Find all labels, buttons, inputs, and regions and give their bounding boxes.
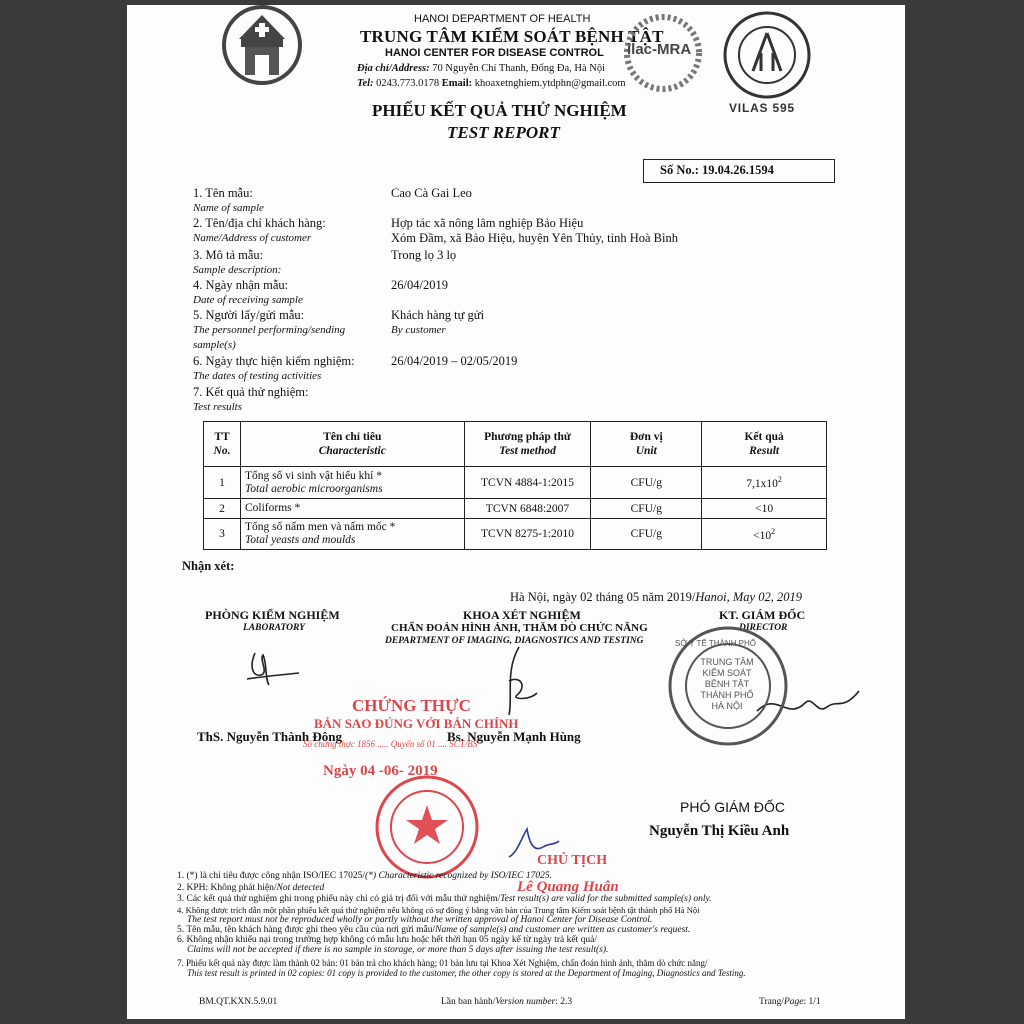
field-3-label: 3. Mô tả mẫu: bbox=[193, 248, 264, 262]
field-1-value: Cao Cà Gai Leo bbox=[391, 186, 472, 200]
footnote-5: 5. Tên mẫu, tên khách hàng được ghi theo yêu cầu của nơi gửi mẫu/Name of sample(s) and customer are written as customer's request. bbox=[177, 925, 691, 935]
row-method: TCVN 4884-1:2015 bbox=[464, 467, 591, 499]
cert-title: CHỨNG THỰC bbox=[352, 696, 471, 715]
field-5-value: Khách hàng tự gửi bbox=[391, 308, 485, 322]
field-5-label: 5. Người lấy/gửi mẫu: bbox=[193, 308, 305, 322]
dept-title: KHOA XÉT NGHIỆM bbox=[463, 608, 581, 622]
field-5-label-en-2: sample(s) bbox=[193, 339, 236, 351]
col-characteristic-header: Tên chỉ tiêu Characteristic bbox=[240, 422, 464, 467]
department-name: HANOI DEPARTMENT OF HEALTH bbox=[414, 13, 591, 25]
footnote-6: 6. Không nhận khiếu nại trong trường hợp không có mẫu lưu hoặc hết thời hạn 05 ngày kể từ ngày trả kết quả/ bbox=[177, 935, 597, 945]
dept-title-2: CHẨN ĐOÁN HÌNH ẢNH, THĂM DÒ CHỨC NĂNG bbox=[391, 622, 648, 634]
row-unit: CFU/g bbox=[591, 499, 702, 519]
lab-title-en: LABORATORY bbox=[243, 623, 305, 633]
vice-director-title: PHÓ GIÁM ĐỐC bbox=[680, 799, 786, 815]
stamp-center-text: TRUNG TÂM KIỂM SOÁT BỆNH TẬT THÀNH PHỐ HÀ NỘI bbox=[700, 657, 754, 711]
row-characteristic: Tổng số vi sinh vật hiếu khí * Total aerobic microorganisms bbox=[240, 467, 464, 499]
lab-signature bbox=[239, 645, 309, 695]
hcdc-logo bbox=[219, 5, 305, 85]
col-method-header: Phương pháp thử Test method bbox=[464, 422, 591, 467]
address-line: Địa chỉ/Address: 70 Nguyễn Chí Thanh, Đống Đa, Hà Nội bbox=[357, 63, 606, 74]
form-code: BM.QT.KXN.5.9.01 bbox=[199, 997, 278, 1007]
version: Lần ban hành/Version number: 2.3 bbox=[441, 997, 573, 1007]
row-no: 1 bbox=[204, 467, 241, 499]
director-title: KT. GIÁM ĐỐC bbox=[719, 608, 806, 622]
results-table bbox=[203, 421, 827, 550]
remarks-label: Nhận xét: bbox=[182, 559, 235, 573]
field-6-label: 6. Ngày thực hiện kiểm nghiệm: bbox=[193, 354, 355, 368]
col-no-header: TT No. bbox=[204, 422, 241, 467]
test-report-page bbox=[127, 5, 905, 1019]
footnote-4: 4. Không được trích dẫn một phần phiếu kết quả thử nghiệm nếu không có sự đồng ý bằng văn bản của Trung tâm Kiểm soát bệnh tật thành phố Hà Nội bbox=[177, 905, 700, 915]
field-2-label-en: Name/Address of customer bbox=[193, 232, 312, 244]
contact-line: Tel: 0243.773.0178 Email: khoaxetnghiem.ytdphn@gmail.com bbox=[357, 78, 626, 89]
dept-signature bbox=[487, 641, 557, 721]
cert-book: Số chứng thực 1856 ..... Quyển số 01 .... SCT/BS bbox=[303, 739, 478, 749]
red-official-seal bbox=[359, 775, 499, 879]
footnote-7-en: This test result is printed in 02 copies: 01 copy is provided to the customer, the other copy is stored at the Department of Imaging, Diagnostics and Testing. bbox=[187, 968, 746, 978]
row-method: TCVN 8275-1:2010 bbox=[464, 519, 591, 550]
table-row bbox=[204, 519, 827, 550]
report-title-vi: PHIẾU KẾT QUẢ THỬ NGHIỆM bbox=[372, 101, 627, 120]
table-row bbox=[204, 467, 827, 499]
field-2-value-2: Xóm Đầm, xã Bảo Hiệu, huyện Yên Thủy, tỉnh Hoà Bình bbox=[391, 231, 678, 245]
field-1-label: 1. Tên mẫu: bbox=[193, 186, 253, 200]
row-method: TCVN 6848:2007 bbox=[464, 499, 591, 519]
field-4-value: 26/04/2019 bbox=[391, 278, 448, 292]
footnote-7: 7. Phiếu kết quả này được làm thành 02 bản: 01 bản trả cho khách hàng; 01 bản lưu tại Khoa Xét Nghiệm, chẩn đoán hình ảnh, thăm dò chức năng/ bbox=[177, 958, 708, 968]
center-name-en: HANOI CENTER FOR DISEASE CONTROL bbox=[385, 47, 604, 59]
field-6-value: 26/04/2019 – 02/05/2019 bbox=[391, 354, 518, 368]
report-title-en: TEST REPORT bbox=[447, 123, 560, 142]
director-person: Nguyễn Thị Kiều Anh bbox=[649, 823, 790, 839]
lab-person: ThS. Nguyễn Thành Đông bbox=[197, 729, 342, 744]
center-name-vi: TRUNG TÂM KIỂM SOÁT BỆNH TẬT bbox=[360, 27, 664, 46]
dept-person: Bs. Nguyễn Mạnh Hùng bbox=[447, 729, 581, 744]
stamp-ring-text: SỞ Y TẾ THÀNH PHỐ bbox=[675, 639, 756, 648]
cert-subtitle: BẢN SAO ĐÚNG VỚI BẢN CHÍNH bbox=[314, 716, 519, 731]
ilac-mra-text: ilac-MRA bbox=[627, 41, 692, 58]
row-characteristic: Tổng số nấm men và nấm mốc * Total yeasts and moulds bbox=[240, 519, 464, 550]
field-3-value: Trong lọ 3 lọ bbox=[391, 248, 457, 262]
col-result-header: Kết quả Result bbox=[702, 422, 827, 467]
row-result: $<10^2$ bbox=[702, 519, 827, 550]
chairman-title: CHỦ TỊCH bbox=[537, 853, 608, 868]
footnote-4-en: The test report must not be reproduced wholly or partly without the written approval of Hanoi Center for Disease Control. bbox=[187, 915, 653, 925]
date-line: Hà Nội, ngày 02 tháng 05 năm 2019/Hanoi, May 02, 2019 bbox=[510, 590, 802, 604]
footnote-6-en: Claims will not be accepted if there is no sample in storage, or more than 5 days after issuing the test result(s). bbox=[187, 945, 609, 955]
field-4-label: 4. Ngày nhận mẫu: bbox=[193, 278, 289, 292]
field-3-label-en: Sample description: bbox=[193, 264, 282, 276]
field-5-label-en: The personnel performing/sending bbox=[193, 324, 346, 336]
page-number: Trang/Page: 1/1 bbox=[759, 997, 821, 1007]
row-result: $7,1x10^2$ bbox=[702, 467, 827, 499]
row-unit: CFU/g bbox=[591, 467, 702, 499]
lab-title: PHÒNG KIỂM NGHIỆM bbox=[205, 608, 340, 622]
director-title-en: DIRECTOR bbox=[739, 623, 788, 633]
footnote-1: 1. (*) là chỉ tiêu được công nhận ISO/IEC 17025/(*) Characteristic recognized by ISO/IEC 17025. bbox=[177, 871, 552, 881]
field-7-label: 7. Kết quả thử nghiệm: bbox=[193, 385, 309, 399]
chairman-name: Lê Quang Huân bbox=[517, 879, 619, 895]
field-2-label: 2. Tên/địa chỉ khách hàng: bbox=[193, 216, 326, 230]
row-result: <10 bbox=[702, 499, 827, 519]
field-1-label-en: Name of sample bbox=[193, 202, 264, 214]
cert-date: Ngày 04 -06- 2019 bbox=[323, 763, 438, 779]
footnote-3: 3. Các kết quả thử nghiệm ghi trong phiếu này chỉ có giá trị đối với mẫu thử nghiệm/Test result(s) are valid for the submitted sample(s) only. bbox=[177, 894, 712, 904]
report-number-box bbox=[643, 159, 835, 183]
field-5-value-en: By customer bbox=[391, 324, 446, 336]
row-no: 2 bbox=[204, 499, 241, 519]
footnote-2: 2. KPH: Không phát hiện/Not detected bbox=[177, 883, 325, 893]
row-unit: CFU/g bbox=[591, 519, 702, 550]
row-no: 3 bbox=[204, 519, 241, 550]
dept-title-en: DEPARTMENT OF IMAGING, DIAGNOSTICS AND TESTING bbox=[385, 636, 644, 646]
col-unit-header: Đơn vị Unit bbox=[591, 422, 702, 467]
field-6-label-en: The dates of testing activities bbox=[193, 370, 322, 382]
table-row bbox=[204, 499, 827, 519]
report-number: 19.04.26.1594 bbox=[702, 163, 774, 177]
field-2-value: Hợp tác xã nông lâm nghiệp Bảo Hiệu bbox=[391, 216, 584, 230]
field-7-label-en: Test results bbox=[193, 401, 243, 413]
accreditation-seal bbox=[721, 9, 813, 101]
field-4-label-en: Date of receiving sample bbox=[193, 294, 303, 306]
vilas-number: VILAS 595 bbox=[729, 101, 795, 115]
row-characteristic: Coliforms * bbox=[240, 499, 464, 519]
table-header-row bbox=[204, 422, 827, 467]
report-number-label: Số No.: bbox=[660, 163, 699, 177]
